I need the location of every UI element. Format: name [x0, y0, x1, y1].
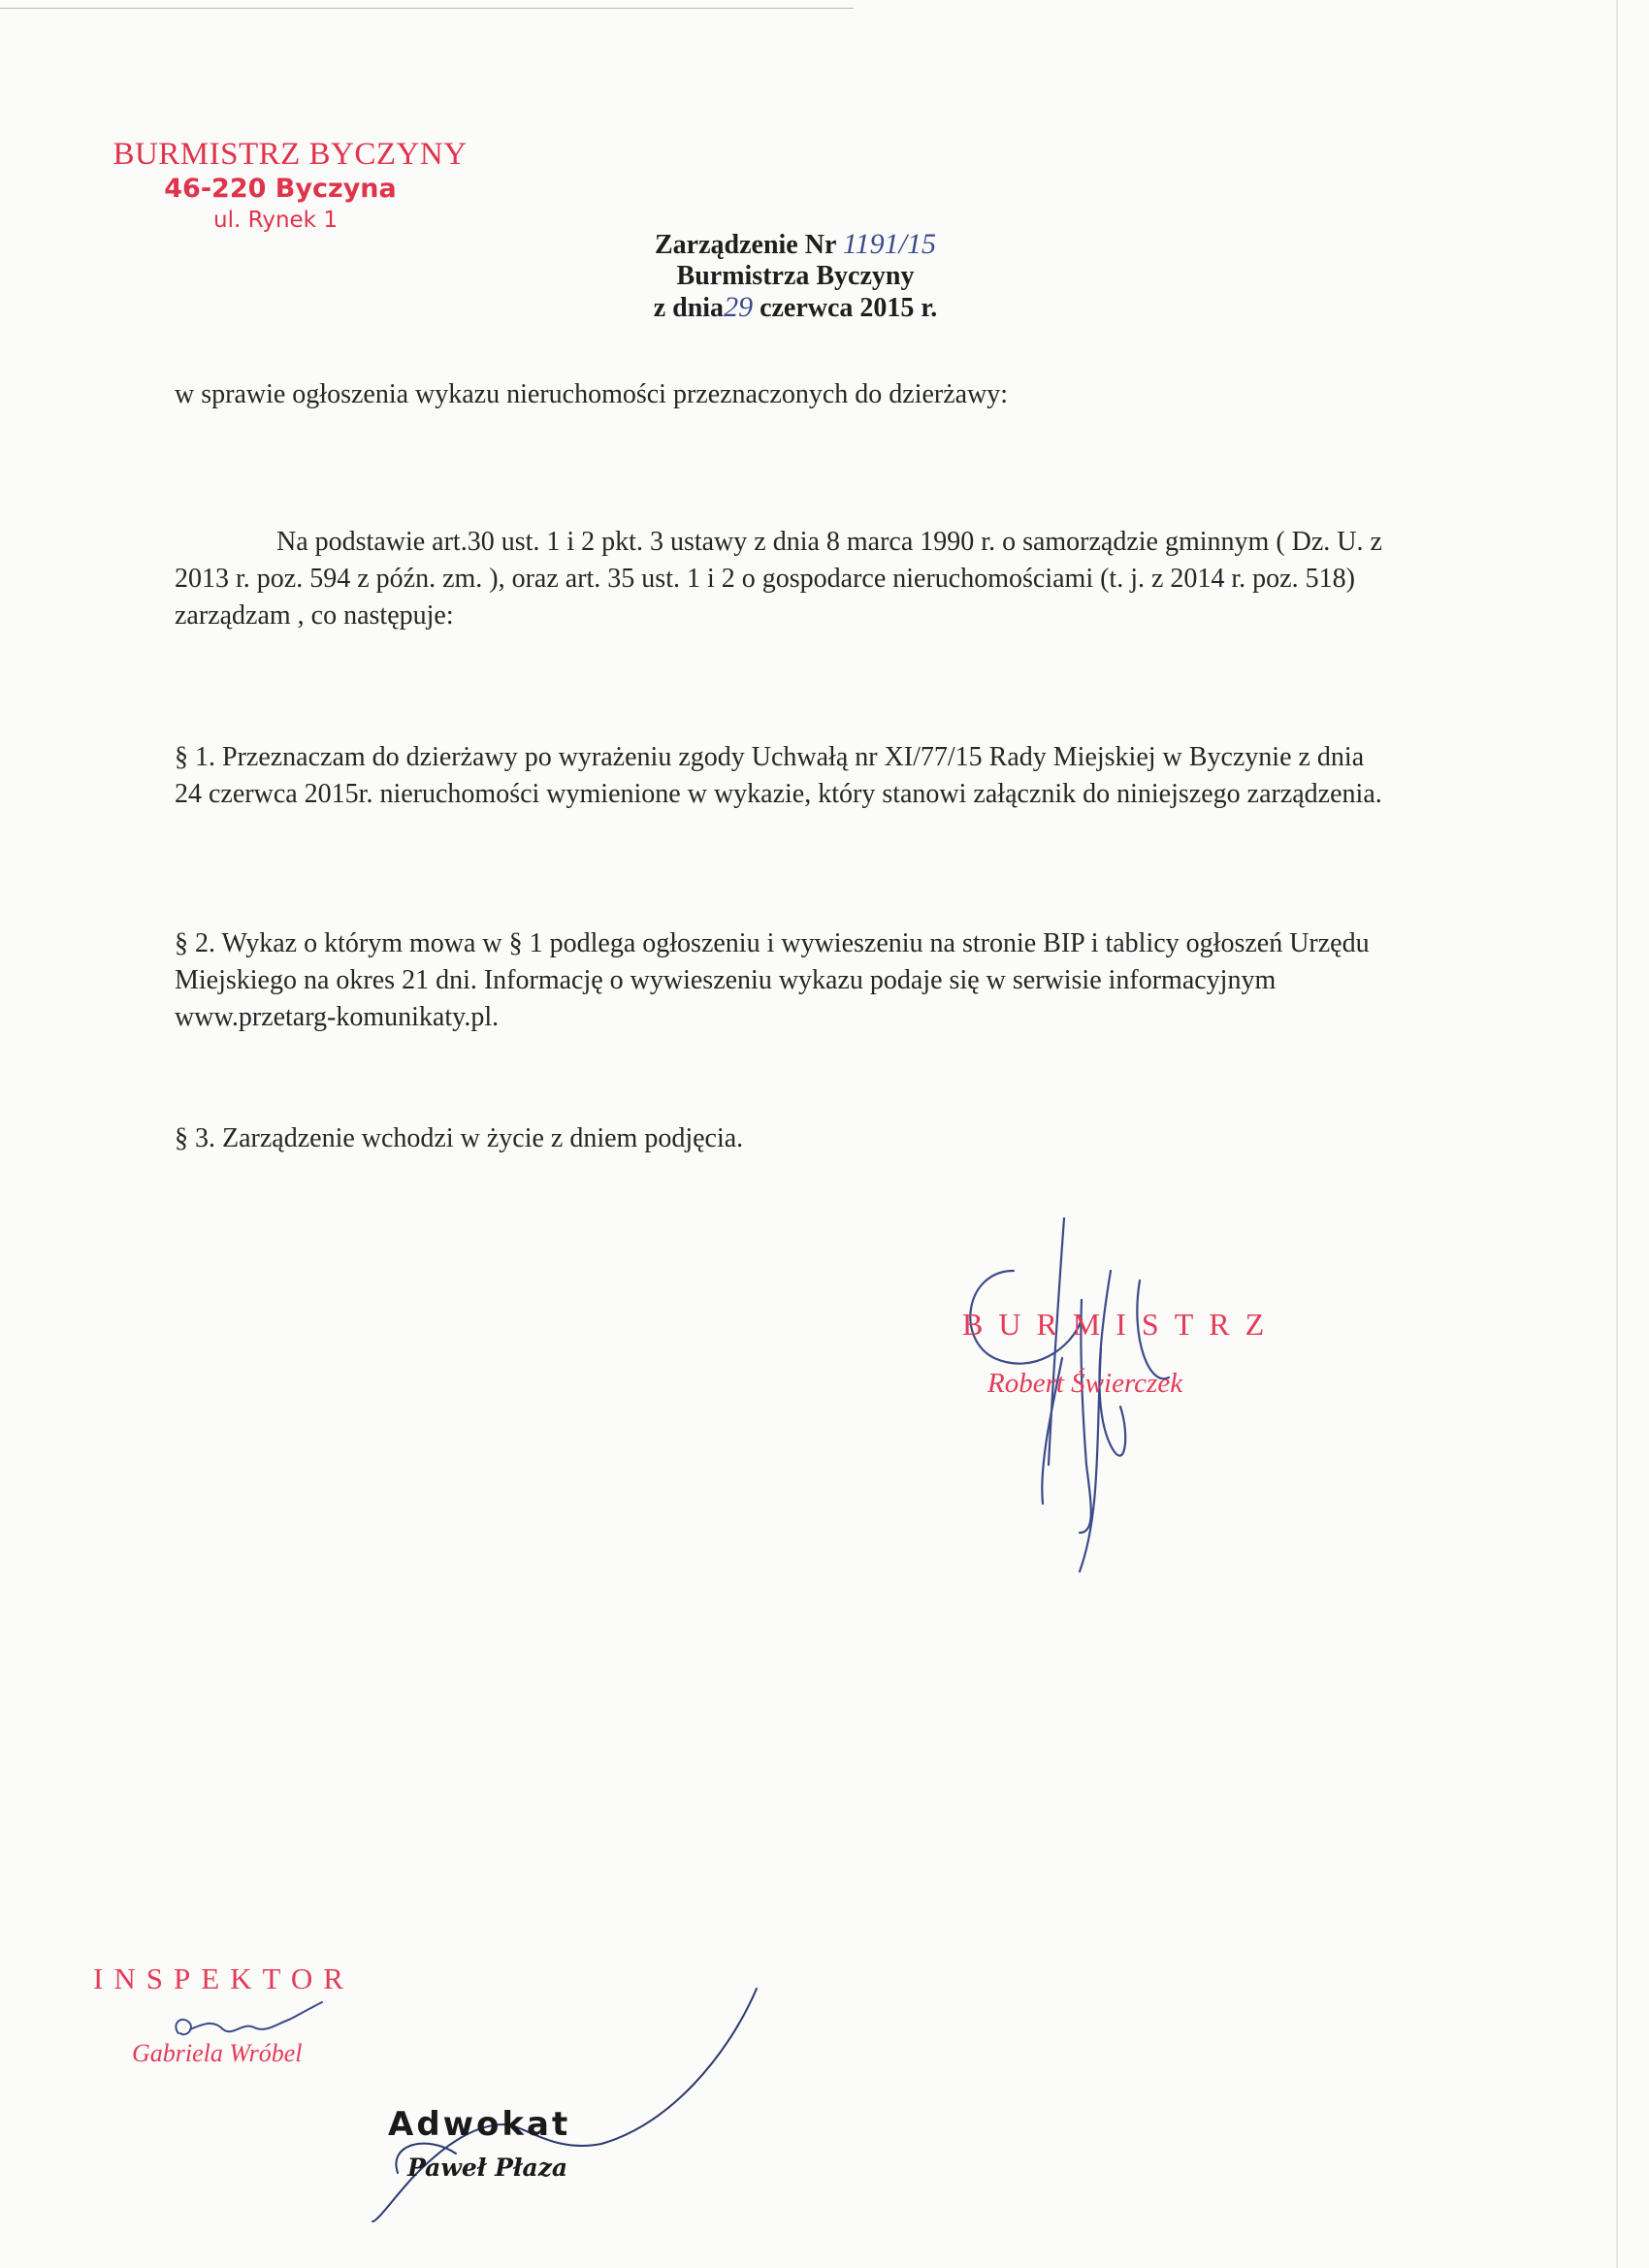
handwritten-number: 1191/15 — [842, 228, 936, 260]
paragraph-2: § 2. Wykaz o którym mowa w § 1 podlega ogłoszeniu i wywieszeniu na stronie BIP i tablicy ogłoszeń Urzędu Miejskiego na okres 21 dni. Informację o wywieszeniu wykazu podaje się w serwisie informacyjnym www.przetarg-komunikaty.pl. — [175, 928, 1370, 1032]
title-line1 — [543, 229, 1048, 261]
legal-basis-paragraph: Na podstawie art.30 ust. 1 i 2 pkt. 3 ustawy z dnia 8 marca 1990 r. o samorządzie gminnym ( Dz. U. z 2013 r. poz. 594 z późn. zm. ), oraz art. 35 ust. 1 i 2 o gospodarce nieruchomościami (t. j. z 2014 r. poz. 518) zarządzam , co następuje: — [175, 527, 1382, 631]
lawyer-stamp-role: Adwokat — [388, 2105, 571, 2144]
paragraph-3: § 3. Zarządzenie wchodzi w życie z dniem podjęcia. — [175, 1123, 744, 1153]
title-date — [543, 292, 1048, 324]
handwritten-day: 29 — [724, 291, 754, 323]
mayor-stamp-name: Robert Świerczek — [987, 1368, 1183, 1399]
inspector-signature — [165, 1994, 330, 2053]
inspector-stamp-role: INSPEKTOR — [93, 1961, 354, 1995]
inspector-stamp-name: Gabriela Wróbel — [132, 2039, 303, 2067]
office-stamp — [101, 136, 479, 235]
lawyer-stamp — [388, 2105, 570, 2182]
title-line2: Burmistrza Byczyny — [676, 261, 915, 291]
office-stamp-line1: BURMISTRZ BYCZYNY — [113, 137, 468, 172]
office-stamp-line3: ul. Rynek 1 — [213, 208, 338, 233]
date-suffix: czerwca 2015 r. — [760, 293, 938, 323]
scan-edge-top — [0, 8, 854, 9]
scan-edge-right — [1616, 0, 1618, 2268]
paragraph-1: § 1. Przeznaczam do dzierżawy po wyrażeniu zgody Uchwałą nr XI/77/15 Rady Miejskiej w Byczynie z dnia 24 czerwca 2015r. nieruchomości wymienione w wykazie, który stanowi załącznik do niniejszego zarządzenia. — [175, 742, 1382, 809]
title-prefix: Zarządzenie Nr — [655, 230, 836, 260]
date-prefix: z dnia — [653, 293, 725, 323]
lawyer-stamp-name: Paweł Płaza — [407, 2154, 568, 2182]
mayor-stamp — [962, 1307, 1280, 1400]
mayor-stamp-role: BURMISTRZ — [962, 1307, 1280, 1342]
document-title — [543, 229, 1048, 324]
subject-line: w sprawie ogłoszenia wykazu nieruchomości przeznaczonych do dzierżawy: — [175, 379, 1009, 409]
office-stamp-line2: 46-220 Byczyna — [164, 174, 397, 204]
